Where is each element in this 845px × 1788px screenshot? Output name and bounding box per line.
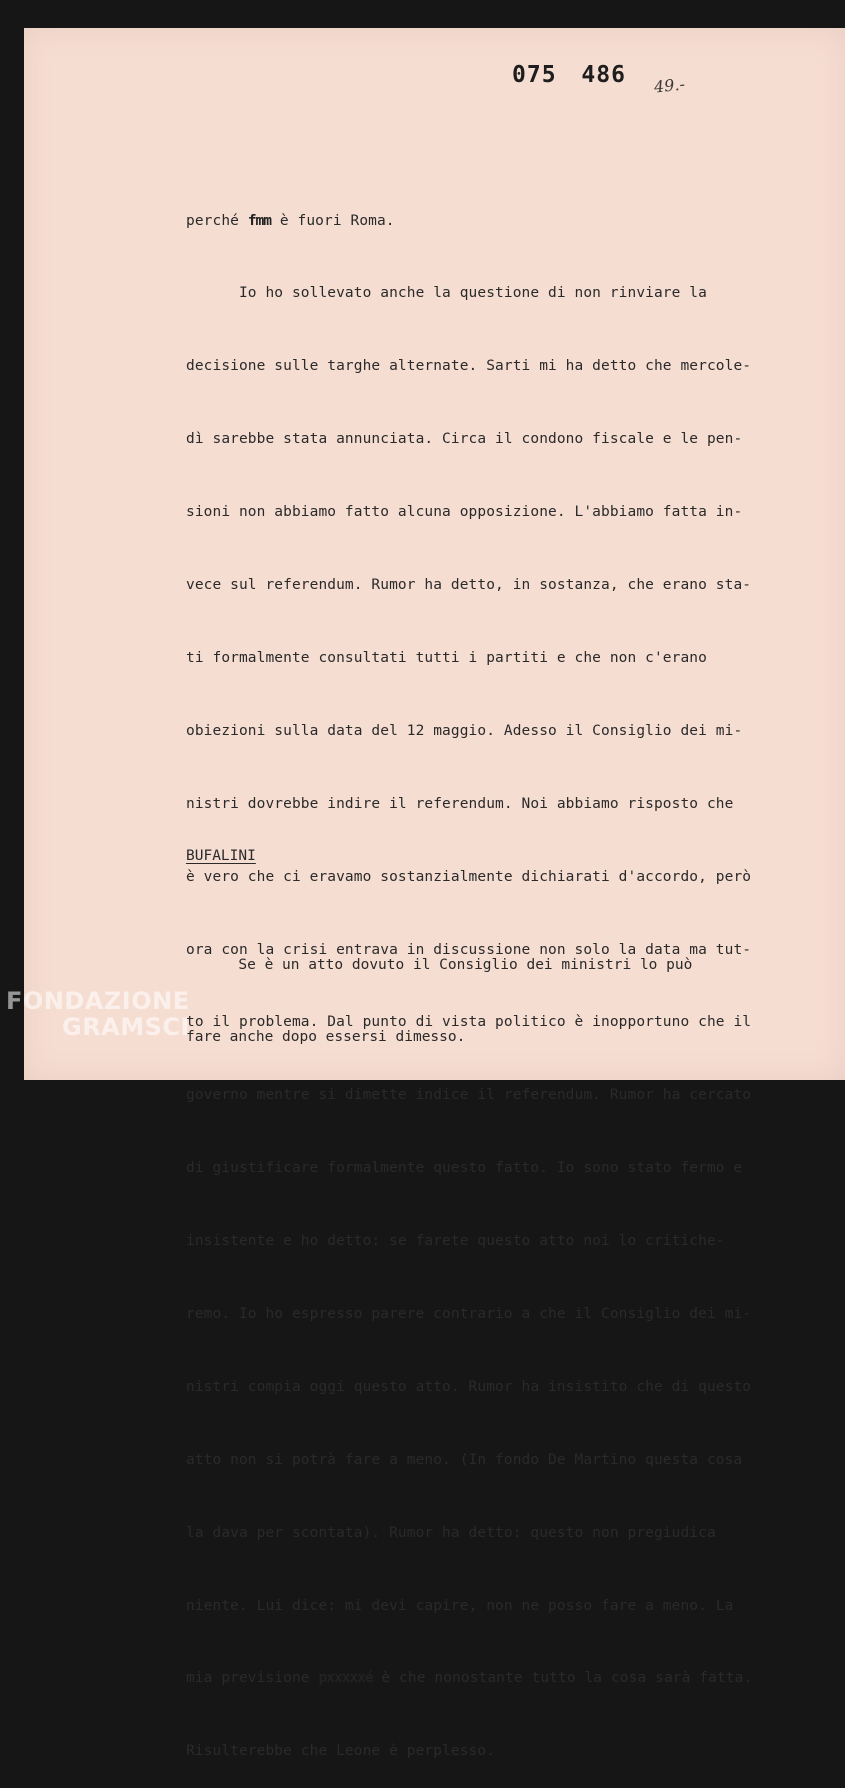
text-line: fare anche dopo essersi dimesso. — [186, 1029, 466, 1046]
watermark-line-2: GRAMSCI — [62, 1013, 190, 1041]
fondazione-gramsci-watermark — [6, 988, 190, 1040]
struck-out-word: fmm — [247, 212, 272, 229]
text-line: atto non si potrà fare a meno. (In fondo De Martino questa cosa — [186, 1451, 743, 1468]
text-line: governo mentre si dimette indice il referendum. Rumor ha cercato — [186, 1087, 752, 1104]
watermark-line-1: FONDAZIONE — [6, 987, 190, 1015]
speaker-text — [186, 904, 692, 1074]
archive-reference-number: 075 486 — [512, 62, 626, 88]
text-line: perché fmm è fuori Roma. — [186, 212, 395, 229]
text-line: vece sul referendum. Rumor ha detto, in sostanza, che erano sta- — [186, 577, 752, 594]
text-line: di giustificare formalmente questo fatto. Io sono stato fermo e — [186, 1160, 743, 1177]
text-line: nistri compia oggi questo atto. Rumor ha insistito che di questo — [186, 1378, 752, 1395]
handwritten-page-number: 49.- — [653, 74, 686, 97]
text-line: ti formalmente consultati tutti i partiti e che non c'erano — [186, 649, 707, 666]
text-line: nistri dovrebbe indire il referendum. Noi abbiamo risposto che — [186, 795, 734, 812]
text-line: dì sarebbe stata annunciata. Circa il condono fiscale e le pen- — [186, 431, 743, 448]
text-line: to il problema. Dal punto di vista politico è inopportuno che il — [186, 1014, 752, 1031]
text-line: la dava per scontata). Rumor ha detto: questo non pregiudica — [186, 1524, 716, 1541]
text-line: decisione sulle targhe alternate. Sarti mi ha detto che mercole- — [186, 358, 752, 375]
text-line: Se è un atto dovuto il Consiglio dei ministri lo può — [186, 956, 693, 973]
text-line: niente. Lui dice: mi devi capire, non ne posso fare a meno. La — [186, 1597, 734, 1614]
text-line: è vero che ci eravamo sostanzialmente dichiarati d'accordo, però — [186, 868, 752, 885]
text-line: Risulterebbe che Leone è perplesso. — [186, 1743, 496, 1760]
text-line: insistente e ho detto: se farete questo atto noi lo critiche- — [186, 1233, 725, 1250]
text-line: remo. Io ho espresso parere contrario a che il Consiglio dei mi- — [186, 1305, 752, 1322]
text-line: Io ho sollevato anche la questione di non rinviare la — [186, 285, 707, 302]
text-line: obiezioni sulla data del 12 maggio. Adesso il Consiglio dei mi- — [186, 722, 743, 739]
struck-out-word: pxxxxxé — [318, 1670, 373, 1687]
speaker-heading: BUFALINI — [186, 848, 256, 864]
text-line: sioni non abbiamo fatto alcuna opposizione. L'abbiamo fatta in- — [186, 504, 743, 521]
text-line: ora con la crisi entrava in discussione non solo la data ma tut- — [186, 941, 752, 958]
text-line: mia previsione pxxxxxé è che nonostante tutto la cosa sarà fatta. — [186, 1670, 753, 1687]
